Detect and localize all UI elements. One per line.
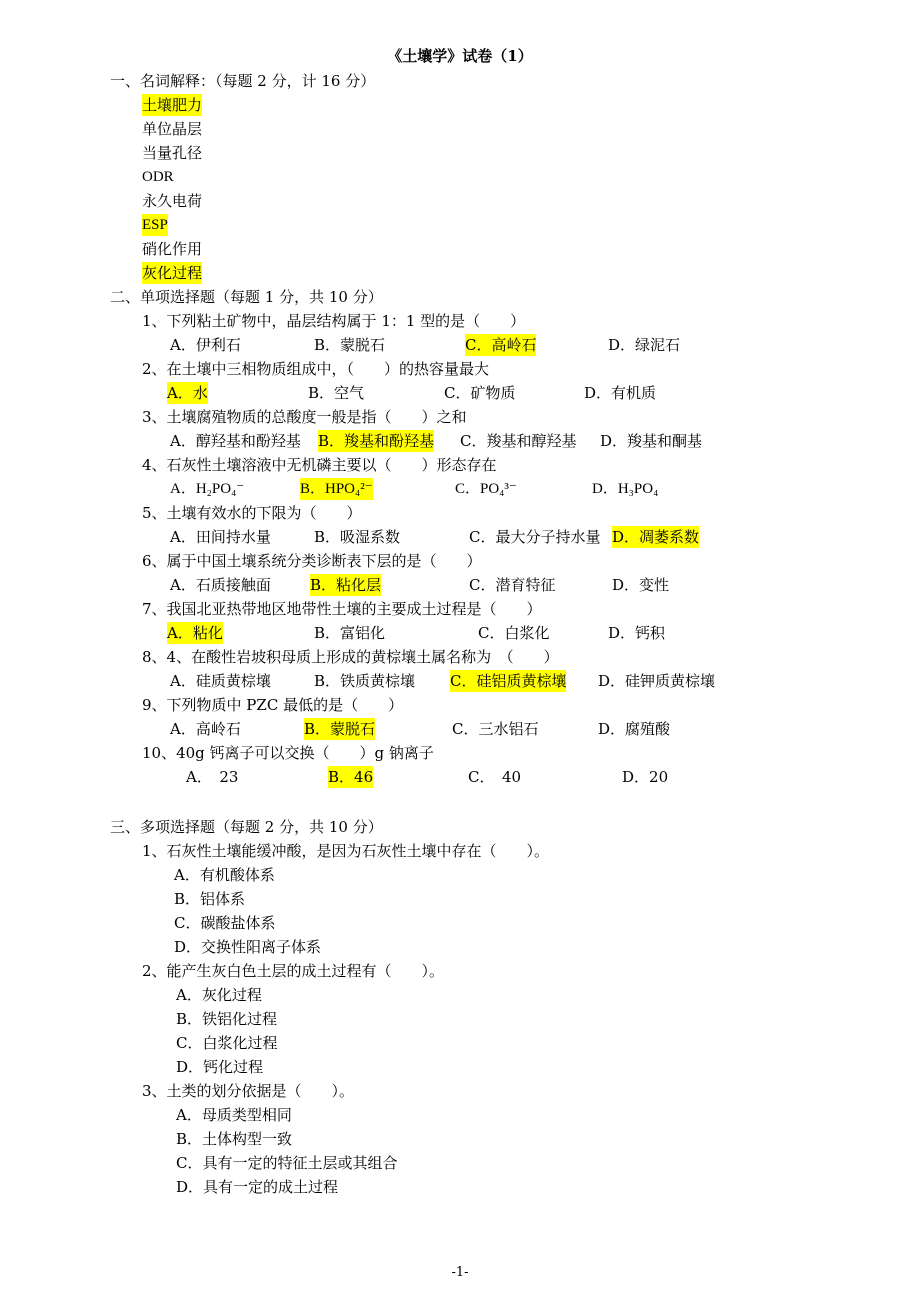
question-text: 2、在土壤中三相物质组成中，（ ）的热容量最大: [142, 360, 490, 378]
option: D．羧基和酮基: [600, 432, 703, 450]
option-answer: C．高岭石: [465, 336, 537, 354]
option: C． 40: [468, 768, 522, 786]
option: A．硅质黄棕壤: [170, 672, 271, 690]
option: B．富铝化: [314, 624, 386, 642]
option: A．石质接触面: [170, 576, 271, 594]
term-item: ODR: [142, 169, 174, 185]
term-item: 单位晶层: [142, 120, 203, 138]
option: A． 23: [186, 768, 239, 786]
option: D．绿泥石: [608, 336, 681, 354]
option: B．吸湿系数: [314, 528, 401, 546]
question-text: 8、4、在酸性岩坡积母质上形成的黄棕壤土属名称为 （ ）: [142, 648, 559, 666]
option: C．三水铝石: [452, 720, 539, 738]
question-text: 4、石灰性土壤溶液中无机磷主要以（ ）形态存在: [142, 456, 497, 474]
option: C．PO₄³⁻: [455, 481, 517, 497]
option: D．钙积: [608, 624, 666, 642]
term-item: ESP: [142, 214, 168, 236]
option: C．具有一定的特征土层或其组合: [176, 1154, 398, 1172]
option: B．铝体系: [174, 890, 246, 908]
section1-heading: 一、名词解释：（每题 2 分，计 16 分）: [110, 72, 376, 90]
option-answer: D．凋萎系数: [612, 528, 700, 546]
option: A．灰化过程: [176, 986, 262, 1004]
option: C．矿物质: [444, 384, 516, 402]
option: A．有机酸体系: [174, 866, 275, 884]
term-item: 硝化作用: [142, 240, 203, 258]
option-answer: A．粘化: [167, 624, 223, 642]
option: B．土体构型一致: [176, 1130, 293, 1148]
question-text: 1、石灰性土壤能缓冲酸，是因为石灰性土壤中存在（ ）。: [142, 842, 550, 860]
option: C．羧基和醇羟基: [460, 432, 577, 450]
option: D．腐殖酸: [598, 720, 671, 738]
page-title: 《土壤学》试卷（1）: [387, 47, 533, 65]
option: D．具有一定的成土过程: [176, 1178, 339, 1196]
option: D．变性: [612, 576, 670, 594]
option-answer: B．蒙脱石: [304, 720, 376, 738]
page-number: -1-: [451, 1265, 469, 1280]
option: C．白浆化过程: [176, 1034, 278, 1052]
option: B．空气: [308, 384, 365, 402]
option: A．母质类型相同: [176, 1106, 292, 1124]
term-item: 灰化过程: [142, 264, 203, 282]
option-answer: B．HPO₄²⁻: [300, 478, 373, 500]
option: A．田间持水量: [170, 528, 271, 546]
option-answer: C．硅铝质黄棕壤: [450, 672, 567, 690]
option: D．硅钾质黄棕壤: [598, 672, 716, 690]
option: B．铁铝化过程: [176, 1010, 278, 1028]
term-item: 土壤肥力: [142, 96, 203, 114]
option: C．碳酸盐体系: [174, 914, 276, 932]
question-text: 5、土壤有效水的下限为（ ）: [142, 504, 362, 522]
section2-heading: 二、单项选择题（每题 1 分，共 10 分）: [110, 288, 383, 306]
question-text: 6、属于中国土壤系统分类诊断表下层的是（ ）: [142, 552, 482, 570]
option: A．H₂PO₄⁻: [170, 481, 245, 497]
option: C．最大分子持水量: [469, 528, 601, 546]
question-text: 9、下列物质中 PZC 最低的是（ ）: [142, 696, 404, 714]
option: D．H₃PO₄: [592, 481, 659, 497]
section3-heading: 三、多项选择题（每题 2 分，共 10 分）: [110, 818, 383, 836]
option: B．铁质黄棕壤: [314, 672, 416, 690]
question-text: 10、40g 钙离子可以交换（ ）g 钠离子: [142, 744, 434, 762]
option: D．钙化过程: [176, 1058, 264, 1076]
option-answer: A．水: [167, 384, 208, 402]
option-answer: B．46: [328, 768, 374, 786]
term-item: 当量孔径: [142, 144, 203, 162]
question-text: 3、土类的划分依据是（ ）。: [142, 1082, 355, 1100]
question-text: 7、我国北亚热带地区地带性土壤的主要成土过程是（ ）: [142, 600, 542, 618]
option: A．伊利石: [170, 336, 241, 354]
option: D．有机质: [584, 384, 657, 402]
question-text: 3、土壤腐殖物质的总酸度一般是指（ ）之和: [142, 408, 467, 426]
option: D．20: [622, 768, 669, 786]
option: D．交换性阳离子体系: [174, 938, 322, 956]
option: C．白浆化: [478, 624, 550, 642]
option-answer: B．羧基和酚羟基: [318, 432, 435, 450]
option: C．潜育特征: [469, 576, 556, 594]
term-item: 永久电荷: [142, 192, 203, 210]
option: A．醇羟基和酚羟基: [170, 432, 301, 450]
question-text: 2、能产生灰白色土层的成土过程有（ ）。: [142, 962, 445, 980]
question-text: 1、下列粘土矿物中，晶层结构属于 1：1 型的是（ ）: [142, 312, 526, 330]
option: A．高岭石: [170, 720, 241, 738]
option: B．蒙脱石: [314, 336, 386, 354]
option-answer: B．粘化层: [310, 576, 382, 594]
